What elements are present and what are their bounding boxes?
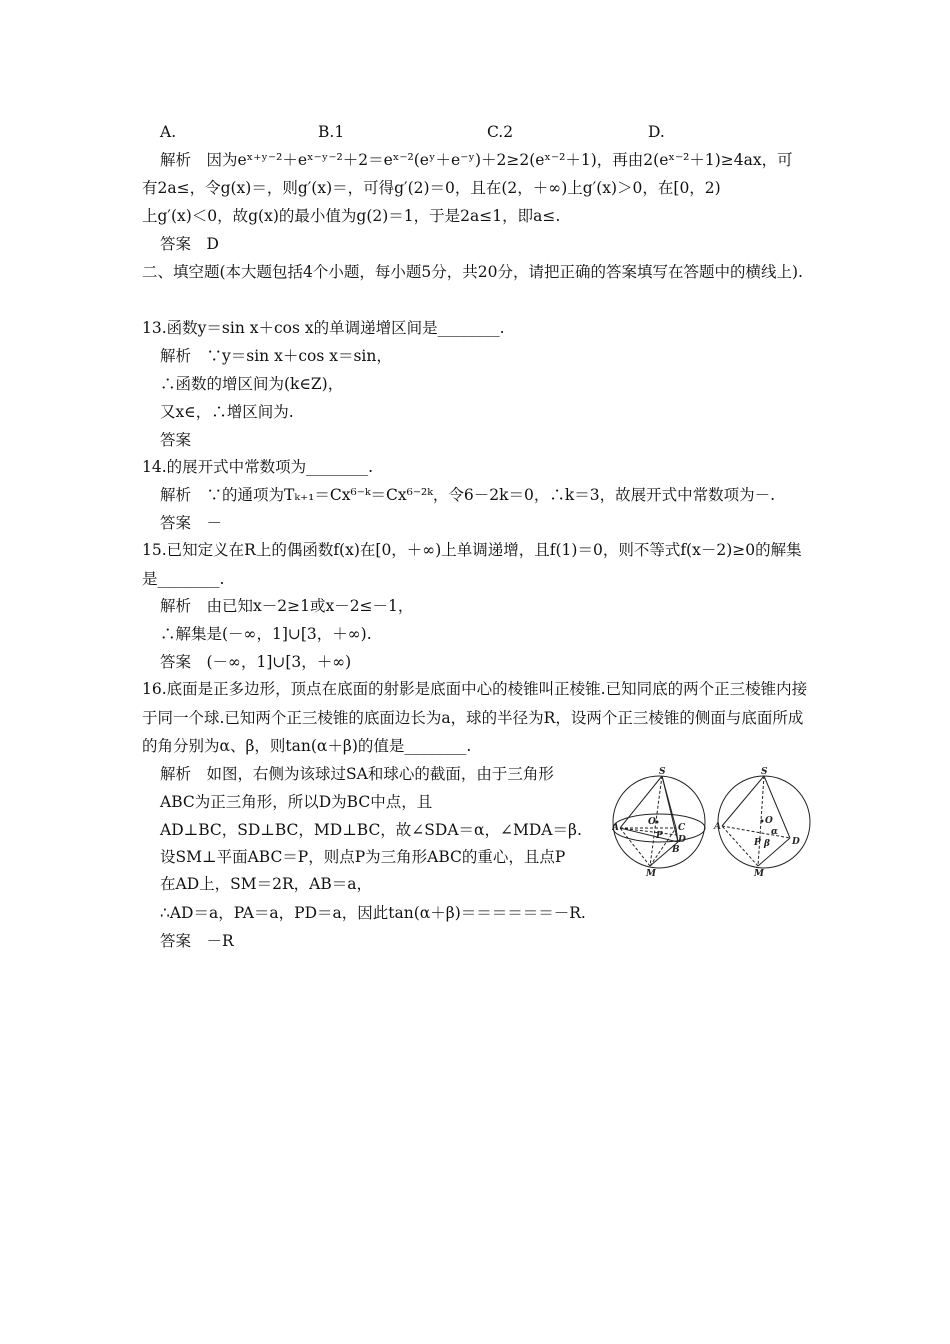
q12-analysis-line-2: 有2a≤，令g(x)＝，则g′(x)＝，可得g′(2)＝0，且在(2，＋∞)上g′(x)＞0，在[0，2) (142, 179, 721, 197)
label-m-right: M (754, 869, 764, 878)
label-s-left: S (659, 767, 666, 777)
label-a-right: A (714, 822, 721, 832)
left-sphere-outline (613, 776, 705, 868)
left-center-dot (656, 821, 659, 824)
q12-analysis-line-1: 解析 因为eˣ⁺ʸ⁻²＋eˣ⁻ʸ⁻²＋2＝eˣ⁻²(eʸ＋e⁻ʸ)＋2≥2(eˣ⁻²＋1)，再由2(eˣ⁻²＋1)≥4ax，可 (160, 151, 793, 169)
q16-analysis-line-5: 在AD上，SM＝2R，AB＝a， (160, 875, 372, 893)
q16-analysis-line-4: 设SM⊥平面ABC＝P，则点P为三角形ABC的重心，且点P (160, 848, 566, 866)
q16-answer: 答案 －R (160, 932, 234, 950)
sphere-pyramid-figure (612, 766, 817, 878)
q16-analysis-line-6: ∴AD＝a，PA＝a，PD＝a，因此tan(α＋β)＝＝＝＝＝＝－R. (160, 904, 586, 922)
label-b-left: B (672, 845, 680, 855)
q16-question: 16.底面是正多边形，顶点在底面的射影是底面中心的棱锥叫正棱锥.已知同底的两个正三棱锥内接于同一个球.已知两个正三棱锥的底面边长为a，球的半径为R，设两个正三棱锥的侧面与底面所成的角分别为α、β，则tan(α＋β)的值是________. (142, 680, 808, 755)
option-d: D. (648, 123, 665, 141)
left-base-ab (620, 828, 678, 842)
q13-analysis-line-2: ∴函数的增区间为(k∈Z)， (160, 375, 344, 393)
label-a-left: A (612, 823, 619, 833)
right-line-ad (722, 826, 790, 838)
q13-analysis-line-3: 又x∈，∴增区间为. (160, 403, 294, 421)
label-s-right: S (761, 767, 768, 777)
q14-question: 14.的展开式中常数项为________. (142, 458, 374, 476)
right-sphere-outline (718, 776, 810, 868)
option-a: A. (160, 123, 177, 141)
left-line-ad (620, 828, 677, 835)
right-center-dot (761, 820, 764, 823)
label-o-right: O (765, 816, 773, 826)
q16-analysis-line-3: AD⊥BC，SD⊥BC，MD⊥BC，故∠SDA＝α，∠MDA＝β. (160, 821, 582, 839)
right-edge-sa (722, 776, 764, 826)
label-d-right: D (792, 837, 800, 847)
label-d-left: D (678, 835, 686, 845)
q14-answer: 答案 － (160, 514, 223, 532)
label-o-left: O (648, 817, 656, 827)
q15-question: 15.已知定义在R上的偶函数f(x)在[0，＋∞)上单调递增，且f(1)＝0，则不等式f(x－2)≥0的解集是________. (142, 541, 802, 588)
option-c: C.2 (487, 123, 514, 141)
label-p-left: P (656, 831, 663, 841)
label-p-right: P (754, 838, 761, 848)
q15-analysis-line-1: 解析 由已知x－2≥1或x－2≤－1， (160, 597, 414, 615)
q16-analysis-line-2: ABC为正三角形，所以D为BC中点，且 (160, 793, 433, 811)
q13-analysis-line-1: 解析 ∵y＝sin x＋cos x＝sin， (160, 347, 392, 365)
figure-svg (612, 766, 817, 878)
q14-analysis: 解析 ∵的通项为Tₖ₊₁＝Cx⁶⁻ᵏ＝Cx⁶⁻²ᵏ，令6－2k＝0，∴k＝3，故展开式中常数项为－. (160, 486, 776, 504)
q15-analysis-line-2: ∴解集是(－∞，1]∪[3，＋∞). (160, 625, 372, 643)
q15-answer: 答案 (－∞，1]∪[3，＋∞) (160, 653, 352, 671)
q12-answer: 答案 D (160, 235, 219, 253)
right-edge-ma (722, 826, 758, 866)
q13-answer: 答案 (160, 431, 192, 449)
q16-analysis-line-1: 解析 如图，右侧为该球过SA和球心的截面，由于三角形 (160, 765, 554, 783)
left-edge-sb (662, 776, 678, 842)
label-m-left: M (646, 869, 656, 878)
option-b: B.1 (318, 123, 345, 141)
q12-analysis-line-3: 上g′(x)＜0，故g(x)的最小值为g(2)＝1，于是2a≤1，即a≤. (142, 207, 561, 225)
section-heading: 二、填空题(本大题包括4个小题，每小题5分，共20分，请把正确的答案填写在答题中的横线上). (142, 263, 803, 281)
label-alpha: α (771, 827, 778, 837)
label-c-left: C (678, 823, 686, 833)
right-edge-md (758, 838, 790, 866)
q13-question: 13.函数y＝sin x＋cos x的单调递增区间是________. (142, 319, 505, 337)
label-beta: β (764, 839, 770, 849)
